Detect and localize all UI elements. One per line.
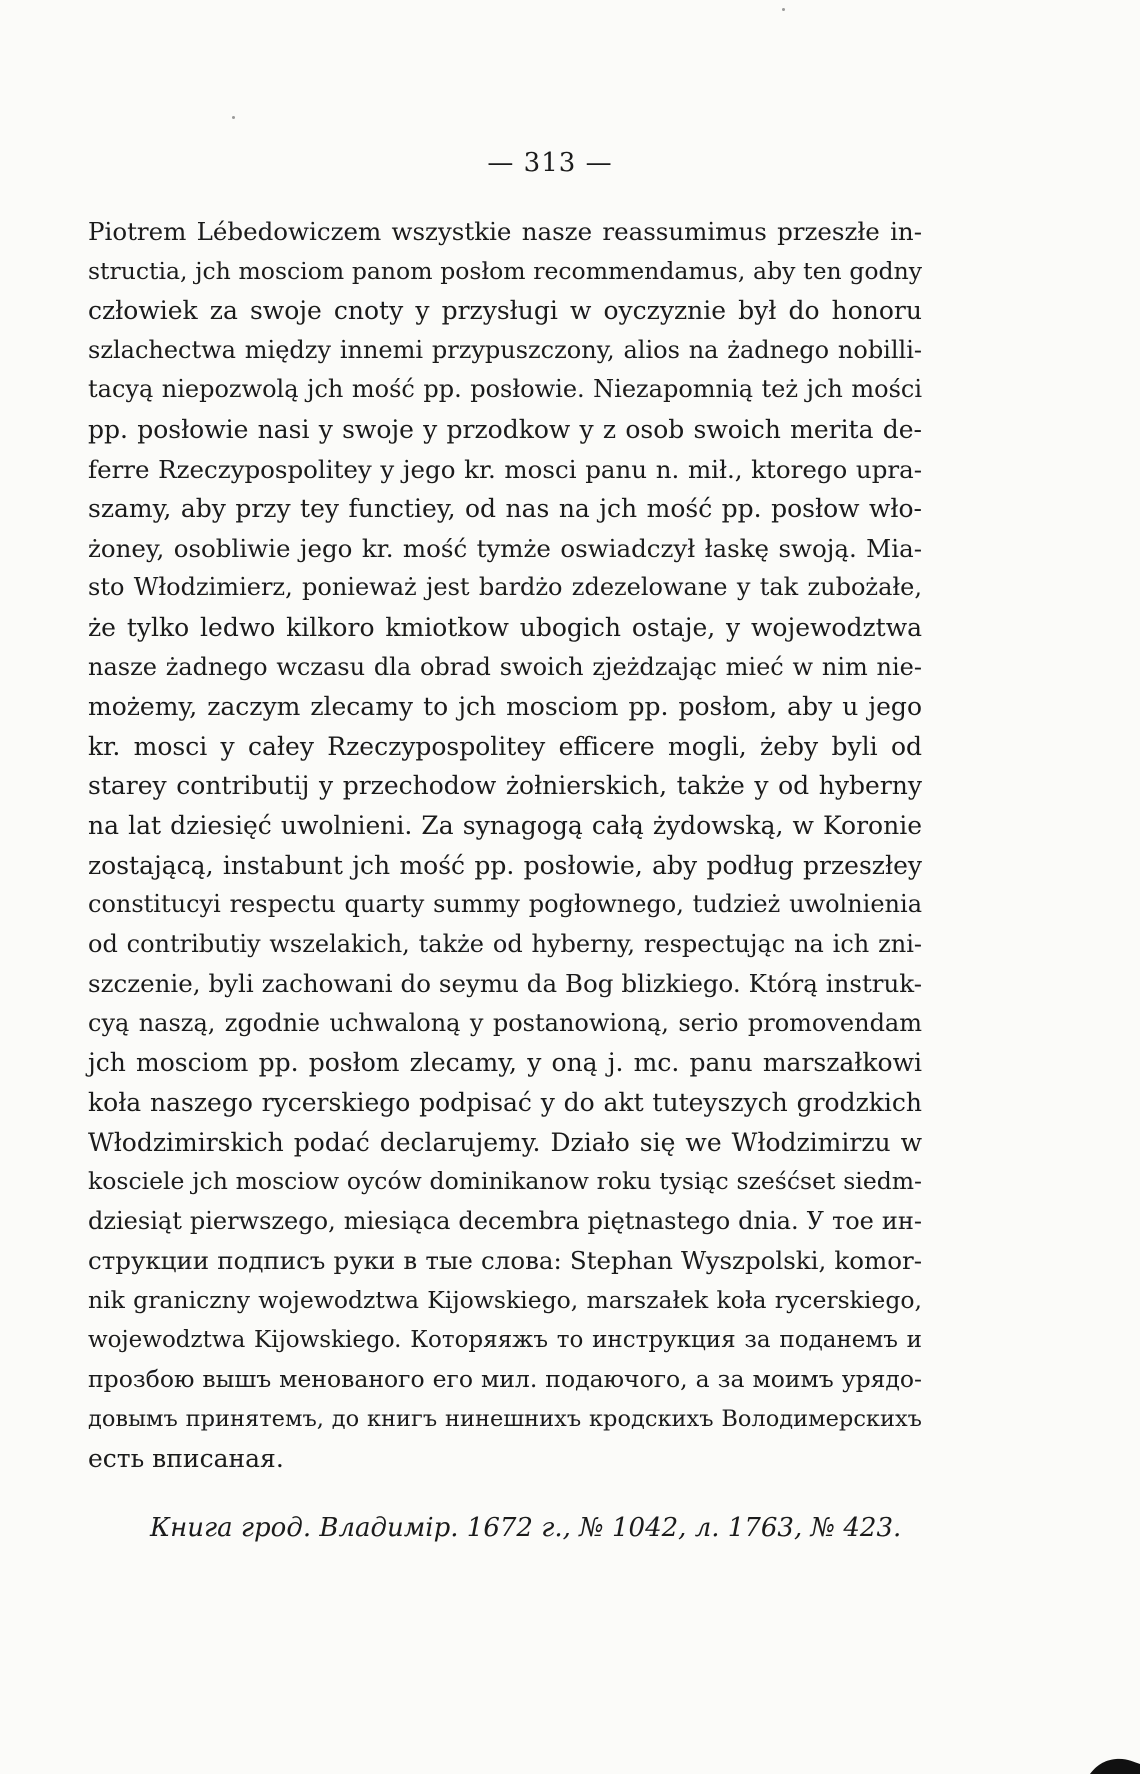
body-text <box>88 212 922 1479</box>
text-line: kr. mosci y całey Rzeczypospolitey efficere mogli, żeby byli od <box>88 731 922 761</box>
text-line: довымъ принятемъ, до книгъ нинешнихъ кродскихъ Володимерскихъ <box>88 1405 922 1432</box>
text-line: dziesiąt pierwszego, miesiąca decembra piętnastego dnia. У тое ин- <box>88 1206 922 1235</box>
paper-speck <box>232 116 235 119</box>
text-line: starey contributij y przechodow żołnierskich, także y od hyberny <box>88 771 922 801</box>
text-line: od contributiy wszelakich, także od hyberny, respectując na ich zni- <box>88 929 922 958</box>
ink-smudge-icon <box>1088 1754 1140 1774</box>
text-line: tacyą niepozwolą jch mość pp. posłowie. Niezapomnią też jch mości <box>88 375 922 404</box>
text-line: kosciele jch mosciow oyców dominikanow roku tysiąc sześćset siedm- <box>88 1167 922 1196</box>
text-line: ferre Rzeczypospolitey y jego kr. mosci panu n. mił., ktorego upra- <box>88 454 922 484</box>
text-line: koła naszego rycerskiego podpisać y do akt tuteyszych grodzkich <box>88 1088 922 1118</box>
text-line: прозбою вышъ менованого его мил. подаючого, а за моимъ урядо- <box>88 1365 922 1394</box>
text-line: że tylko ledwo kilkoro kmiotkow ubogich ostaje, y wojewodztwa <box>88 612 922 642</box>
text-line: możemy, zaczym zlecamy to jch mosciom pp. posłom, aby u jego <box>88 692 922 722</box>
text-line: constitucyi respectu quarty summy pogłownego, tudzież uwolnienia <box>88 890 922 919</box>
text-line: nik graniczny wojewodztwa Kijowskiego, marszałek koła rycerskiego, <box>88 1286 922 1315</box>
text-line: szamy, aby przy tey functiey, od nas na jch mość pp. posłow wło- <box>88 494 922 524</box>
text-line: żoney, osobliwie jego kr. mość tymże oswiadczył łaskę swoją. Mia- <box>88 533 922 563</box>
source-citation: Книга грод. Владимір. 1672 г., № 1042, л. 1763, № 423. <box>150 1513 902 1543</box>
text-line: structia, jch mosciom panom posłom recommendamus, aby ten godny <box>88 256 922 285</box>
paper-speck <box>782 8 785 11</box>
page-number: — 313 — <box>487 148 613 178</box>
text-line: cyą naszą, zgodnie uchwaloną y postanowioną, serio promovendam <box>88 1008 922 1037</box>
text-line: jch mosciom pp. posłom zlecamy, y oną j. mc. panu marszałkowi <box>88 1048 922 1078</box>
text-line: Włodzimirskich podać declarujemy. Działo się we Włodzimirzu w <box>88 1127 922 1157</box>
text-line: człowiek za swoje cnoty y przysługi w oyczyznie był do honoru <box>88 296 922 326</box>
text-line: есть вписаная. <box>88 1444 284 1474</box>
text-line: szczenie, byli zachowani do seymu da Bog blizkiego. Którą instruk- <box>88 969 922 999</box>
text-line: sto Włodzimierz, ponieważ jest bardżo zdezelowane y tak zubożałe, <box>88 573 922 602</box>
text-line: szlachectwa między innemi przypuszczony, alios na żadnego nobilli- <box>88 335 922 364</box>
text-line: wojewodztwa Kijowskiego. Которяяжъ то инструкция за поданемъ и <box>88 1326 922 1353</box>
text-line: nasze żadnego wczasu dla obrad swoich zjeżdzając mieć w nim nie- <box>88 652 922 681</box>
text-line: Piotrem Lébedowiczem wszystkie nasze reassumimus przeszłe in- <box>88 217 922 246</box>
text-line: pp. posłowie nasi y swoje y przodkow y z osob swoich merita de- <box>88 414 922 444</box>
text-line: zostającą, instabunt jch mość pp. posłowie, aby podług przeszłey <box>88 850 922 880</box>
text-line: струкции подписъ руки в тые слова: Stephan Wyszpolski, komor- <box>88 1246 922 1276</box>
text-line: na lat dziesięć uwolnieni. Za synagogą całą żydowską, w Koronie <box>88 810 922 840</box>
